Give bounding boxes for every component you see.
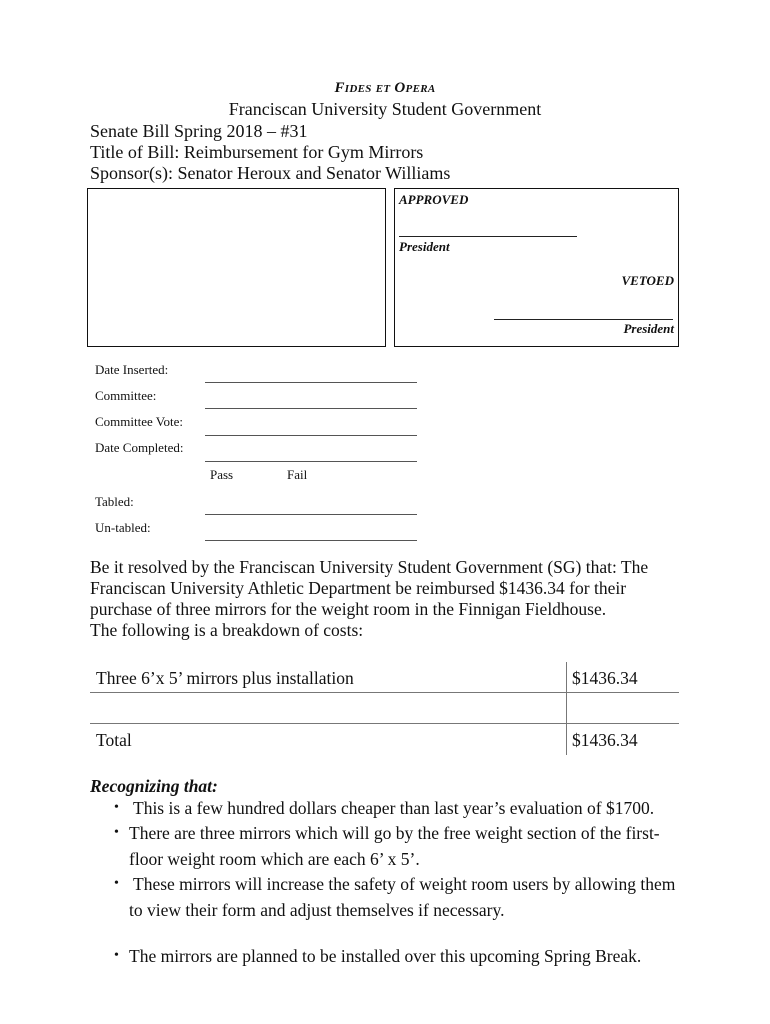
resolution-line-1: Be it resolved by the Franciscan University Student Government (SG) that: The xyxy=(90,557,649,577)
pass-option[interactable]: Pass xyxy=(210,467,234,482)
table-row-divider xyxy=(90,692,679,693)
bullet-icon: • xyxy=(114,825,119,840)
cost-item-amount: $1436.34 xyxy=(572,668,638,688)
recognizing-item-2-line-2: floor weight room which are each 6’ x 5’. xyxy=(129,849,420,869)
tabled-label: Tabled: xyxy=(95,494,134,509)
fail-option[interactable]: Fail xyxy=(287,467,308,482)
motto: Fides et Opera xyxy=(334,80,436,96)
total-label: Total xyxy=(96,730,132,750)
committee-field[interactable] xyxy=(205,408,417,409)
untabled-label: Un-tabled: xyxy=(95,520,151,535)
bullet-icon: • xyxy=(114,876,119,891)
resolution-line-2: Franciscan University Athletic Department be reimbursed $1436.34 for their xyxy=(90,578,627,598)
recognizing-item-4: The mirrors are planned to be installed over this upcoming Spring Break. xyxy=(129,946,642,966)
committee-vote-field[interactable] xyxy=(205,435,417,436)
total-amount: $1436.34 xyxy=(572,730,638,750)
date-inserted-label: Date Inserted: xyxy=(95,362,169,377)
bill-number: Senate Bill Spring 2018 – #31 xyxy=(90,121,308,141)
recognizing-heading: Recognizing that: xyxy=(90,776,218,796)
approved-president-label: President xyxy=(399,239,450,254)
date-inserted-field[interactable] xyxy=(205,382,417,383)
vetoed-signature-line xyxy=(494,319,673,320)
bullet-icon: • xyxy=(114,800,119,815)
tabled-field[interactable] xyxy=(205,514,417,515)
bullet-icon: • xyxy=(114,948,119,963)
recognizing-item-2-line-1: There are three mirrors which will go by the free weight section of the first- xyxy=(129,823,660,843)
date-completed-label: Date Completed: xyxy=(95,440,184,455)
table-column-divider xyxy=(566,662,567,755)
bill-sponsors: Sponsor(s): Senator Heroux and Senator Williams xyxy=(90,163,451,183)
vetoed-label: VETOED xyxy=(621,273,674,288)
resolution-line-4: The following is a breakdown of costs: xyxy=(90,620,364,640)
vetoed-president-label: President xyxy=(623,321,674,336)
untabled-field[interactable] xyxy=(205,540,417,541)
date-completed-field[interactable] xyxy=(205,461,417,462)
approved-label: APPROVED xyxy=(399,192,469,207)
committee-label: Committee: xyxy=(95,388,157,403)
committee-vote-label: Committee Vote: xyxy=(95,414,183,429)
blank-box xyxy=(87,188,386,347)
recognizing-item-3-line-1: These mirrors will increase the safety of weight room users by allowing them xyxy=(133,874,676,894)
approved-signature-line xyxy=(399,236,577,237)
table-row-divider xyxy=(90,723,679,724)
organization-name: Franciscan University Student Government xyxy=(228,99,542,119)
resolution-line-3: purchase of three mirrors for the weight room in the Finnigan Fieldhouse. xyxy=(90,599,607,619)
cost-item-label: Three 6’x 5’ mirrors plus installation xyxy=(96,668,354,688)
recognizing-item-3-line-2: to view their form and adjust themselves if necessary. xyxy=(129,900,505,920)
recognizing-item-1: This is a few hundred dollars cheaper than last year’s evaluation of $1700. xyxy=(133,798,655,818)
bill-title: Title of Bill: Reimbursement for Gym Mirrors xyxy=(90,142,424,162)
